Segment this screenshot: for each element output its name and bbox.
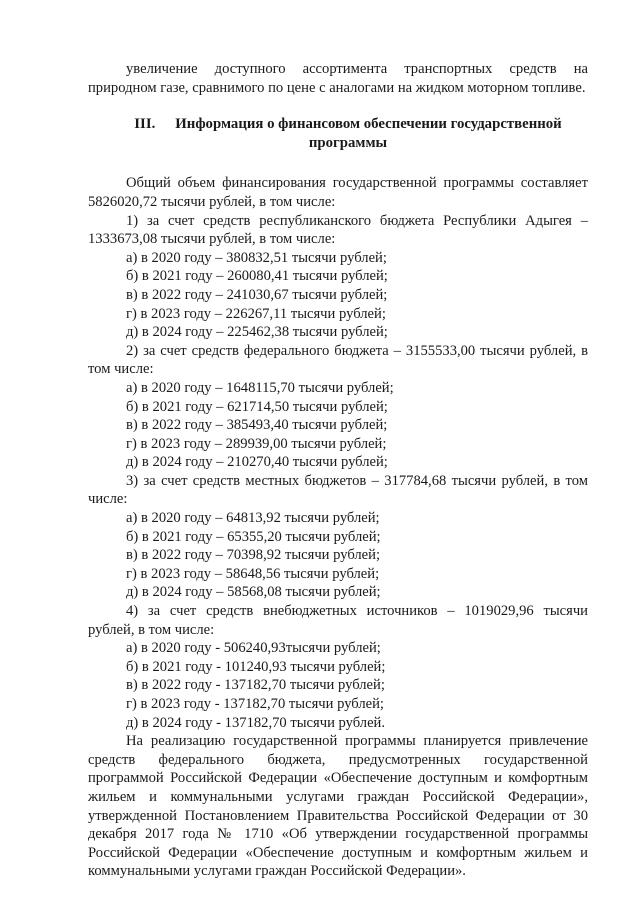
source-3-year-d: г) в 2023 году – 58648,56 тысячи рублей; — [126, 565, 380, 582]
source-1-year-a: а) в 2020 году – 380832,51 тысячи рублей; — [126, 249, 387, 266]
source-4-year-c: в) в 2022 году - 137182,70 тысячи рублей; — [126, 677, 385, 694]
source-3-year-a: а) в 2020 году – 64813,92 тысячи рублей; — [126, 510, 380, 527]
source-2-year-b: б) в 2021 году – 621714,50 тысячи рублей; — [126, 398, 388, 415]
source-4-year-d: г) в 2023 году - 137182,70 тысячи рублей; — [126, 696, 384, 712]
source-4-year-e: д) в 2024 году - 137182,70 тысячи рублей. — [126, 714, 386, 731]
document-page — [88, 60, 588, 881]
closing-paragraph: На реализацию государственной программы планируется привлечение средств федерального бюджета, предусмотренных государственной программой Российской Федерации «Обеспечение доступным и комфортным жильем и коммунальными услугами граждан Российской Федерации», утвержденной Постановлением Правительства Российской Федерации от 30 декабря 2017 года № 1710 «Об утверждении государственной программы Российской Федерации «Обеспечение доступным и комфортным жильем и коммунальными услугами граждан Российской Федерации». — [88, 733, 588, 880]
section-title: Информация о финансовом обеспечении государственной программы — [175, 116, 562, 151]
source-2-year-e: д) в 2024 году – 210270,40 тысячи рублей; — [126, 454, 388, 471]
source-1-year-c: в) в 2022 году – 241030,67 тысячи рублей; — [126, 286, 388, 303]
source-4-year-a: а) в 2020 году - 506240,93тысячи рублей; — [126, 640, 381, 657]
section-heading — [88, 115, 588, 152]
section-number: III. — [134, 116, 156, 133]
source-4-year-b: б) в 2021 году - 101240,93 тысячи рублей; — [126, 658, 386, 675]
total-funding-paragraph: Общий объем финансирования государственной программы составляет 5826020,72 тысячи рублей, в том числе: — [88, 175, 588, 210]
source-1-year-d: г) в 2023 году – 226267,11 тысячи рублей; — [126, 305, 386, 322]
source-3-year-c: в) в 2022 году – 70398,92 тысячи рублей; — [126, 547, 381, 564]
source-2-year-d: г) в 2023 году – 289939,00 тысячи рублей; — [126, 435, 387, 452]
source-2-year-c: в) в 2022 году – 385493,40 тысячи рублей; — [126, 417, 388, 434]
source-1-year-b: б) в 2021 году – 260080,41 тысячи рублей; — [126, 268, 388, 285]
source-3-header: 3) за счет средств местных бюджетов – 317784,68 тысячи рублей, в том числе: — [88, 472, 588, 508]
intro-paragraph: увеличение доступного ассортимента транспортных средств на природном газе, сравнимого по цене с аналогами на жидком моторном топливе. — [88, 61, 588, 96]
source-4-header: 4) за счет средств внебюджетных источников – 1019029,96 тысячи рублей, в том числе: — [88, 603, 588, 638]
source-2-year-a: а) в 2020 году – 1648115,70 тысячи рублей; — [126, 379, 394, 396]
source-3-year-e: д) в 2024 году – 58568,08 тысячи рублей; — [126, 584, 381, 601]
source-2-header: 2) за счет средств федерального бюджета – 3155533,00 тысячи рублей, в том числе: — [88, 342, 588, 378]
source-1-header: 1) за счет средств республиканского бюджета Республики Адыгея – 1333673,08 тысячи рублей, в том числе: — [88, 212, 588, 248]
source-3-year-b: б) в 2021 году – 65355,20 тысячи рублей; — [126, 528, 381, 545]
source-1-year-e: д) в 2024 году – 225462,38 тысячи рублей; — [126, 324, 388, 341]
